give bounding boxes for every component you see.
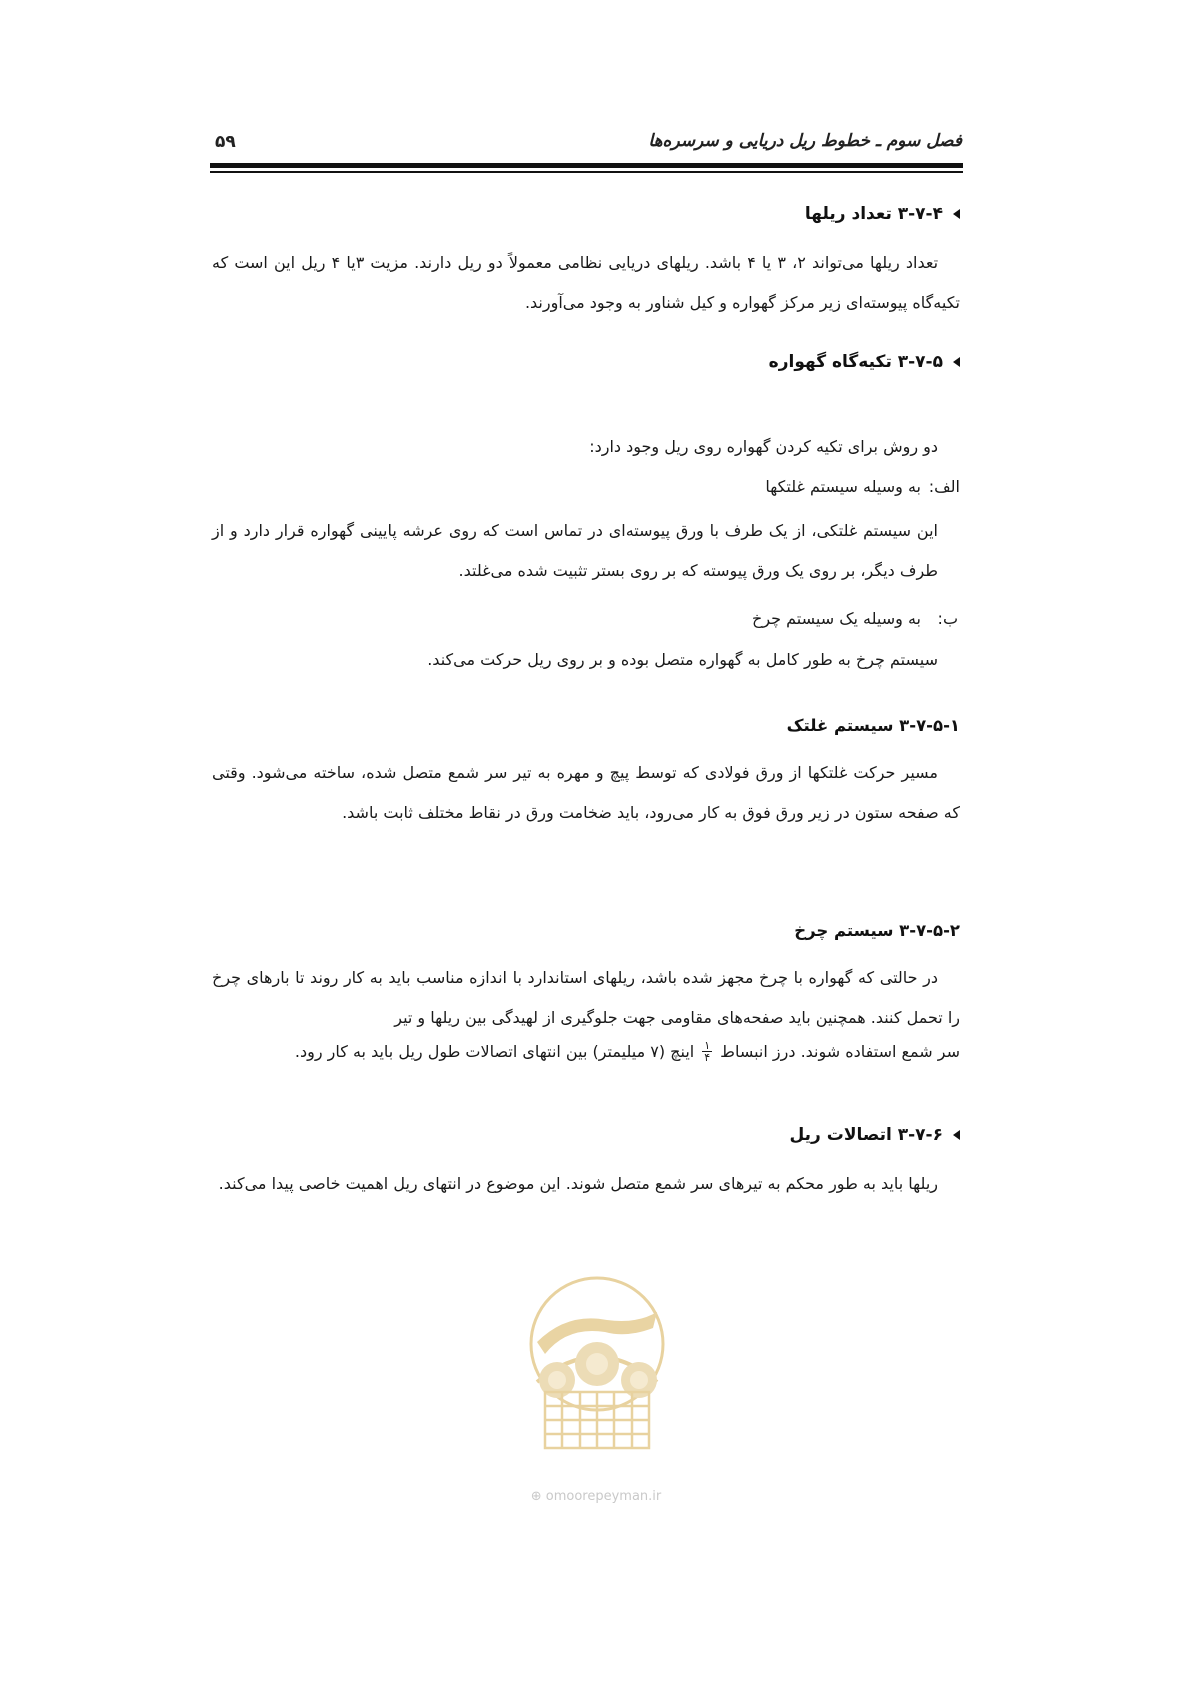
paragraph-expansion-joint: سر شمع استفاده شوند. درز انبساط $\frac{۱}{۴}$ اینچ (۷ میلیمتر) بین انتهای اتصالات طول ریل باید به کار رود. — [294, 1039, 960, 1064]
running-header-title: فصل سوم ـ خطوط ریل دریایی و سرسره‌ها — [648, 131, 962, 151]
list-label-a: الف: — [928, 477, 960, 496]
paragraph-support-intro: دو روش برای تکیه کردن گهواره روی ریل وجود دارد: — [589, 437, 938, 456]
section-heading-rail-count: ۳-۷-۴ تعداد ریلها — [805, 204, 960, 224]
section-heading-cradle-support: ۳-۷-۵ تکیه‌گاه گهواره — [769, 352, 960, 372]
list-label-b: ب: — [937, 609, 958, 628]
header-rule-thick — [210, 163, 963, 168]
watermark-url: ⊕ omoorepeyman.ir — [530, 1489, 662, 1504]
paragraph-wheel-description: سیستم چرخ به طور کامل به گهواره متصل بوده و بر روی ریل حرکت می‌کند. — [427, 650, 938, 669]
header-rule-thin — [210, 171, 963, 173]
paragraph-roller-description: این سیستم غلتکی، از یک طرف با ورق پیوسته‌ای در تماس است که روی عرشه پایینی گهواره قرار دارد و از طرف دیگر، بر روی یک ورق پیوسته که بر روی بستر تثبیت شده می‌غلتد. — [212, 521, 938, 580]
list-item-wheel-system: به وسیله یک سیستم چرخ — [751, 609, 921, 628]
page-number: ۵۹ — [215, 132, 236, 152]
paragraph-rail-joints: ریلها باید به طور محکم به تیرهای سر شمع متصل شوند. این موضوع در انتهای ریل اهمیت خاصی پیدا می‌کند. — [218, 1174, 938, 1193]
subsection-heading-wheel: ۳-۷-۵-۲ سیستم چرخ — [794, 921, 960, 940]
subsection-heading-roller: ۳-۷-۵-۱ سیستم غلتک — [786, 716, 960, 735]
bullet-triangle-icon — [953, 357, 960, 367]
bullet-triangle-icon — [953, 209, 960, 219]
paragraph-rail-count: تعداد ریلها می‌تواند ۲، ۳ یا ۴ باشد. ریلهای دریایی نظامی معمولاً دو ریل دارند. مزیت ۳یا ۴ ریل این است که تکیه‌گاه پیوسته‌ای زیر مرکز گهواره و کیل شناور به وجود می‌آورند. — [212, 253, 960, 312]
paragraph-roller-track: مسیر حرکت غلتکها از ورق فولادی که توسط پیچ و مهره به تیر سر شمع متصل شده، ساخته می‌شود. وقتی که صفحه ستون در زیر ورق فوق به کار می‌رود، باید ضخامت ورق در نقاط مختلف ثابت باشد. — [212, 763, 960, 822]
omoorepeyman-logo — [497, 1272, 697, 1462]
list-item-roller-system: به وسیله سیستم غلتکها — [765, 477, 921, 496]
bullet-triangle-icon — [953, 1130, 960, 1140]
paragraph-wheel-rails: در حالتی که گهواره با چرخ مجهز شده باشد، ریلهای استاندارد با اندازه مناسب باید به کار روند تا بارهای چرخ را تحمل کنند. همچنین باید صفحه‌های مقاومی جهت جلوگیری از لهیدگی بین ریلها و تیر — [212, 968, 960, 1027]
fraction-quarter: $\frac{۱}{۴}$ — [704, 1039, 711, 1064]
section-heading-rail-joints: ۳-۷-۶ اتصالات ریل — [789, 1125, 960, 1145]
